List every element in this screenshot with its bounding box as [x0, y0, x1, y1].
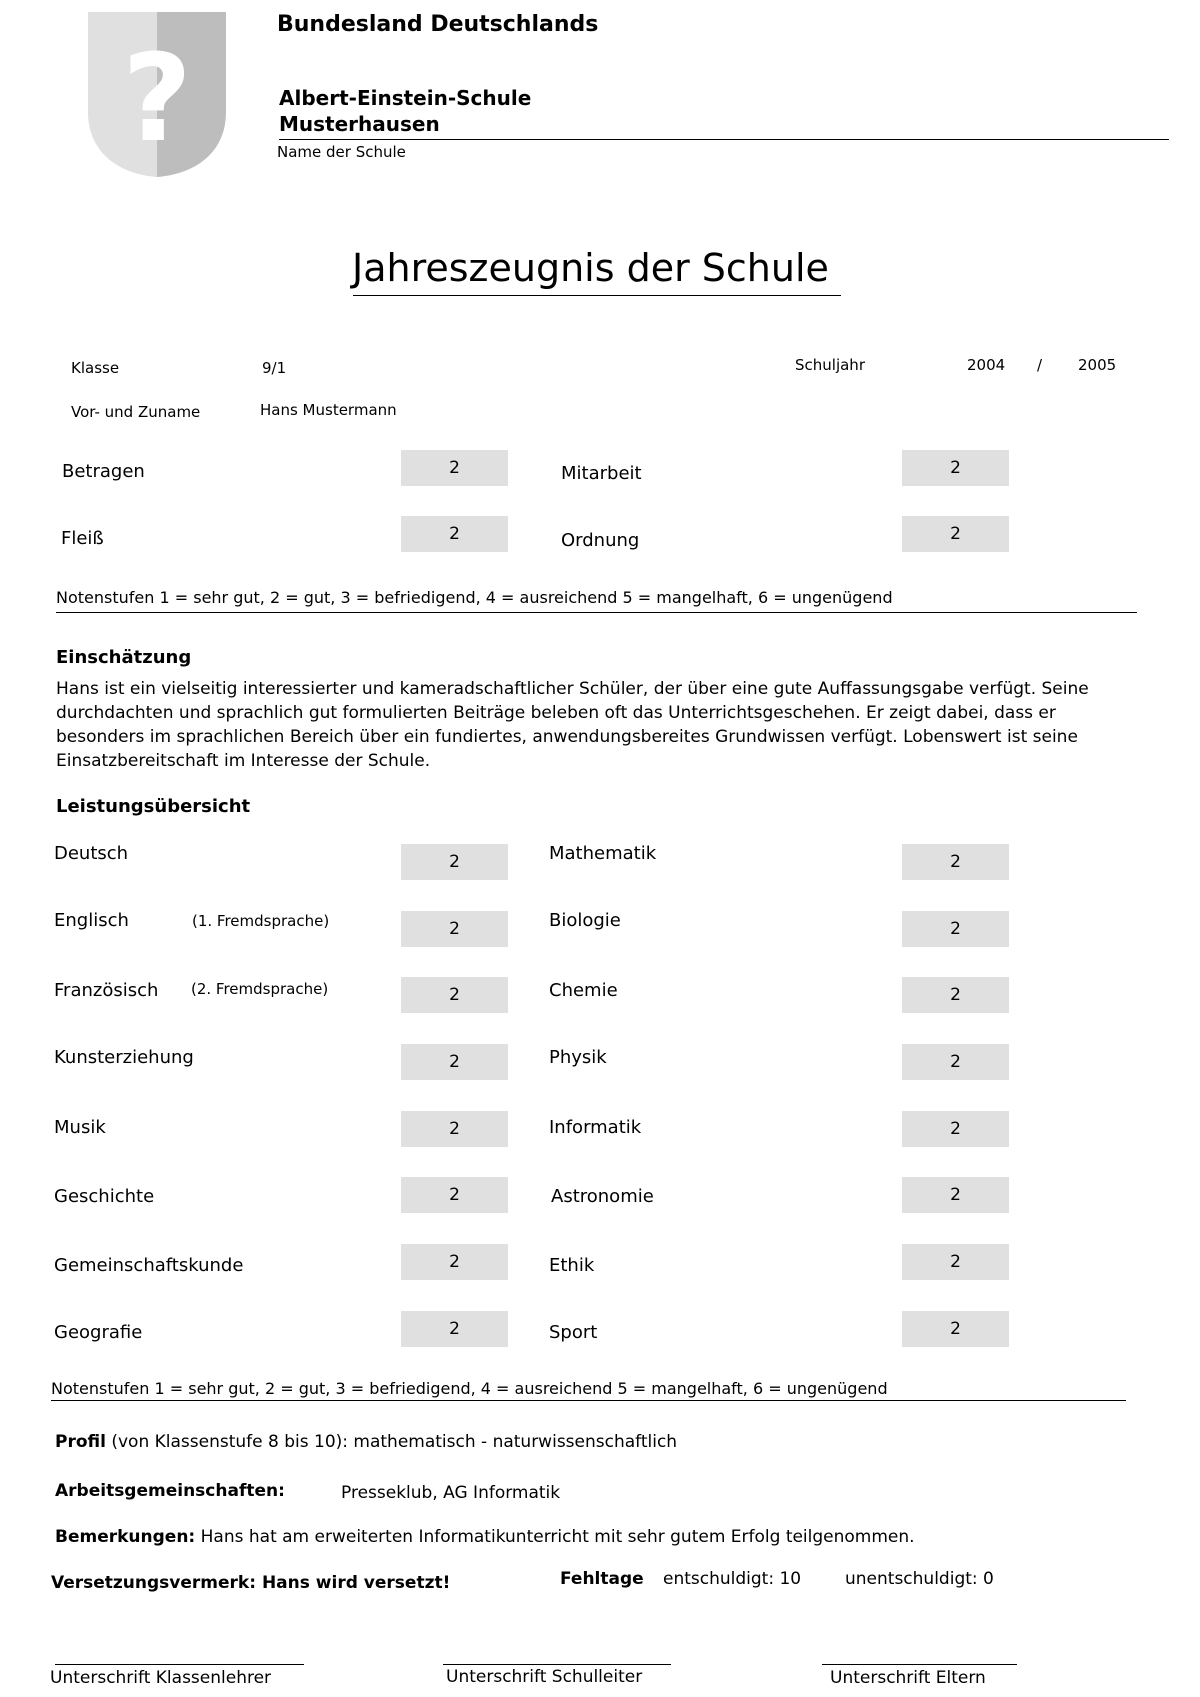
grade-geschichte: 2 [401, 1177, 508, 1213]
grade-physik: 2 [902, 1044, 1009, 1080]
grade-franzoesisch: 2 [401, 977, 508, 1013]
grade-sport: 2 [902, 1311, 1009, 1347]
subject-gemeinschaftskunde: Gemeinschaftskunde [54, 1255, 244, 1276]
grade-musik: 2 [401, 1111, 508, 1147]
assessment-heading: Einschätzung [56, 647, 192, 668]
conduct-grade-ordnung: 2 [902, 516, 1009, 552]
remarks-text: Hans hat am erweiterten Informatikunterricht mit sehr gutem Erfolg teilgenommen. [200, 1527, 915, 1547]
promotion-row [51, 1573, 450, 1593]
remarks-label: Bemerkungen: [55, 1527, 196, 1547]
conduct-label-fleiss: Fleiß [61, 528, 104, 549]
grade-astronomie: 2 [902, 1177, 1009, 1213]
conduct-label-betragen: Betragen [62, 461, 145, 482]
workgroups-text: Presseklub, AG Informatik [341, 1483, 561, 1503]
signature-line-principal [443, 1664, 671, 1665]
school-crest [88, 12, 226, 181]
subject-franzoesisch: Französisch [54, 980, 159, 1001]
subject-deutsch: Deutsch [54, 843, 129, 864]
school-name-caption: Name der Schule [277, 143, 406, 161]
subject-informatik: Informatik [549, 1117, 642, 1138]
school-year-label: Schuljahr [795, 356, 865, 374]
subject-astronomie: Astronomie [551, 1186, 654, 1207]
grade-mathematik: 2 [902, 844, 1009, 880]
grade-biologie: 2 [902, 911, 1009, 947]
student-name-value: Hans Mustermann [260, 401, 397, 419]
grade-informatik: 2 [902, 1111, 1009, 1147]
conduct-label-ordnung: Ordnung [561, 530, 640, 551]
crest-question-mark: ? [122, 30, 192, 169]
school-year-start: 2004 [967, 356, 1006, 374]
profile-text: (von Klassenstufe 8 bis 10): mathematisch - naturwissenschaftlich [111, 1432, 678, 1452]
subject-geografie: Geografie [54, 1322, 143, 1343]
subject-mathematik: Mathematik [549, 843, 657, 864]
signature-teacher: Unterschrift Klassenlehrer [50, 1668, 272, 1688]
conduct-grade-fleiss: 2 [401, 516, 508, 552]
absences-label: Fehltage [560, 1569, 644, 1589]
grade-scale-note: Notenstufen 1 = sehr gut, 2 = gut, 3 = befriedigend, 4 = ausreichend 5 = mangelhaft, 6 = ungenügend [56, 588, 893, 607]
school-name-rule [279, 139, 1169, 140]
performance-heading: Leistungsübersicht [56, 796, 251, 817]
grade-ethik: 2 [902, 1244, 1009, 1280]
subject-ethik: Ethik [549, 1255, 595, 1276]
profile-label: Profil [55, 1432, 106, 1452]
school-year-end: 2005 [1078, 356, 1117, 374]
grade-deutsch: 2 [401, 844, 508, 880]
grade-scale-rule [56, 612, 1137, 613]
workgroups-label: Arbeitsgemeinschaften: [55, 1481, 285, 1501]
school-name-line2: Musterhausen [279, 112, 440, 136]
subject-sport: Sport [549, 1322, 598, 1343]
class-value: 9/1 [262, 359, 287, 377]
conduct-label-mitarbeit: Mitarbeit [561, 463, 642, 484]
profile-row [55, 1432, 677, 1452]
subject-physik: Physik [549, 1047, 607, 1068]
school-year-separator: / [1037, 356, 1043, 374]
subject-englisch: Englisch [54, 910, 129, 931]
class-label: Klasse [71, 359, 120, 377]
state-heading: Bundesland Deutschlands [277, 12, 599, 37]
absences-unexcused: unentschuldigt: 0 [845, 1569, 994, 1589]
subject-chemie: Chemie [549, 980, 618, 1001]
title-underline [353, 295, 841, 296]
conduct-grade-betragen: 2 [401, 450, 508, 486]
subject-englisch-note: (1. Fremdsprache) [192, 912, 330, 930]
subject-franzoesisch-note: (2. Fremdsprache) [191, 980, 329, 998]
student-name-label: Vor- und Zuname [71, 403, 201, 421]
assessment-text: Hans ist ein vielseitig interessierter und kameradschaftlicher Schüler, der über eine gute Auffassungsgabe verfügt. Seine durchdachten und sprachlich gut formulierten Beiträge beleben oft das Unterrichtsgeschehen. Er zeigt dabei, dass er besonders im sprachlichen Bereich über ein fundiertes, anwendungsbereites Grundwissen verfügt. Lobenswert ist seine Einsatzbereitschaft im Interesse der Schule. [56, 679, 1089, 771]
grade-geografie: 2 [401, 1311, 508, 1347]
grade-englisch: 2 [401, 911, 508, 947]
page-title: Jahreszeugnis der Schule [352, 246, 829, 290]
grade-kunsterziehung: 2 [401, 1044, 508, 1080]
signature-parents: Unterschrift Eltern [830, 1668, 986, 1688]
grade-scale-rule-2 [51, 1400, 1126, 1401]
signature-principal: Unterschrift Schulleiter [446, 1667, 643, 1687]
promotion-label: Versetzungsvermerk: [51, 1573, 257, 1593]
subject-kunsterziehung: Kunsterziehung [54, 1047, 194, 1068]
absences-excused: entschuldigt: 10 [663, 1569, 802, 1589]
subject-geschichte: Geschichte [54, 1186, 155, 1207]
grade-scale-note-2: Notenstufen 1 = sehr gut, 2 = gut, 3 = befriedigend, 4 = ausreichend 5 = mangelhaft, 6 = ungenügend [51, 1379, 888, 1398]
signature-line-parents [822, 1664, 1017, 1665]
school-name-line1: Albert-Einstein-Schule [279, 86, 532, 110]
grade-gemeinschaftskunde: 2 [401, 1244, 508, 1280]
promotion-text: Hans wird versetzt! [261, 1573, 451, 1593]
grade-chemie: 2 [902, 977, 1009, 1013]
subject-musik: Musik [54, 1117, 106, 1138]
conduct-grade-mitarbeit: 2 [902, 450, 1009, 486]
remarks-row [55, 1527, 915, 1547]
subject-biologie: Biologie [549, 910, 621, 931]
signature-line-teacher [55, 1664, 304, 1665]
